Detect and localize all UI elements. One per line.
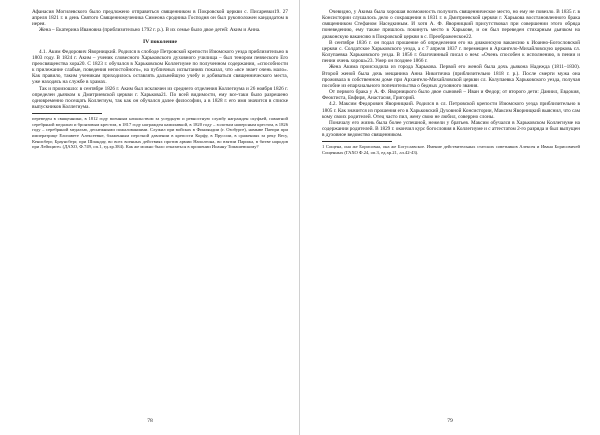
left-footnotes [32, 116, 288, 150]
page-number-left: 78 [147, 418, 153, 424]
right-paragraph-2: В сентябре 1836 г. он подал прошение об определении его на диаконскую вакансию к Иоанно-Богословской церкви с. Солдатское Харьковского уезда, а с 7 апреля 1837 г. перемещен в Архангело-Михайловскую церковь сл. Колупаевка Харьковского уезда. В 1856 г. благочинный писал о нем: «Очень способен к исполнению, в пении и пении очень хорош»23. Умер он позднее 1866 г. [322, 39, 580, 65]
footnote-rule [32, 113, 102, 114]
left-paragraph-1: Афанасия Могилевского было предложено отправиться священником в Покровской церкви с. Писаревки19. 27 апреля 1821 г. в день Святого Священномученика Симеона сродника Господня он был рукоположен кандидатом в иерея. [32, 9, 288, 28]
left-body-2: Так и произошло: в сентябре 1826 г. Аким был исключен из среднего отделения Коллегиума и 26 ноября 1826 г. определен дьячком к Дмитриевской церкви г. Харькова21. По всей видимости, ему все-таки было разрешено одновременно посещать Коллегиум, так как он обучался далее философии, а в 1828 г. его имя значится в списке выпускников Коллегиума. [32, 85, 288, 111]
left-body-1: 4.1. Аким Федорович Яворницкий. Родился в слободе Петровской крепости Изюмского уезда приблизительно в 1803 году. В 1824 г. Аким – ученик словесного Харьковского духовного училища – был тенором певческого Его преосвященства хора20. С 1823 г. обучался в Харьковском Коллегиуме по полученном содержании, «способности к прилежание слабые, поведения непостойного», на публичных испытаниях показал, что «все знает очень мало». Как правило, таким ученикам приходилось оставлять дальнейшую учебу и добиваться священнического места, уже находясь на службе в храмах. [32, 48, 288, 86]
right-footnote: 1 Сощена, она же Борисовна, она же Богуславское. Имение действительных статских советников Алексея и Иванa Борисовичей Сощенных (ГАХО Ф.24, оп.3, ед.хр.21, лл.42-43). [322, 144, 580, 155]
right-footnotes [322, 144, 580, 155]
section-heading: IV поколение [143, 38, 177, 45]
right-paragraph-3: Жена Акима происходила из города Харькова. Первой его женой была дочь дьякона Надежда (1811–1830). Второй женой была дочь мещанина Анна Никитична (приблизительно 1818 г. р.). После смерти мужа она проживала в собственном доме при Архангело-Михайловской церкви сл. Колупаевка Харьковского уезда, получая пособие из епархиального попечительства о бедных духовного звания. [322, 64, 580, 89]
right-body-2: Поначалу его жизнь была более успешной, нежели у братьев. Максим обучался в Харьковском Коллегиуме на содержании родителей. В 1829 г. окончил курс богословия в Коллегиуме и с аттестатом 2-го разряда и был выпущен в духовное ведомство священником. [322, 119, 580, 139]
right-body-1: 4.2. Максим Федорович Яворницкий. Родился в сл. Петровской крепости Изюмского уезда приблизительно в 1805 г. Как значится из прошения его в Харьковский Духовной Консистории, Максим Яворницкий выяснил, что сам кому своих родителей. Отец часто пил, жену свою не любил, соверрно слоны. [322, 101, 580, 120]
right-paragraph-4: От первого брака у А. Ф. Яворницкого было двое сыновей – Иван и Федор; от второго дети: Даниил, Евдокия, Феоктиста, Евфиря, Анастасия, Григорий. [322, 89, 580, 102]
left-footnote: переведен в священники, в 1812 году военным начальством за усердную и ревностную службу награжден скуфьей, памятной серебряной медалью и бронзовым крестом, в 1817 году награжден камилавкой, в 1820 году – золотым наперсным крестом, в 1826 году – серебряной медалью, деснежными пожалованиями. Служил при войсках в Финляндии (г. Озобурге), намыве Паепри при императрице Елизавете Алексеевне, блаженным перстной давлении в крепости Корфу, в Пруссии, в сражениях за реку Весу, Кенисберг, Браунсберг, при Шпандау, во всех военных действиях против армии Наполеона, во взятии Парижа, в битве народов при Лейпциге» (ДАХО, Ф.749, оп.1, ед.хр.384). Как же можно было отказаться в прошении Иоанну Томашевскому? [32, 116, 288, 150]
right-page [300, 0, 600, 435]
right-paragraph-1: Очевидно, у Акима была хорошая возможность получить священническое место, но ему не повезло. В 1835 г. в Консистории слушалось дело о сокращении в 1831 г. в Дмитриевской церкви г. Харькова восстановленного брака священником Стефаном Наседкиным. И хотя А. Ф. Яворницкий присутствовал при совершении этого обряда поневедению, ему также пришлось покинуть место в Харькове, и он был переведен стихарным дьячком на диаконскую вакансию в Покровской церкви в с. Преображенское22. [322, 9, 580, 40]
page-number-right: 79 [447, 418, 453, 424]
footnote-rule-right [322, 141, 392, 142]
left-paragraph-2: Жена – Екатерина Ивановна (приблизительно 1792 г. р.). В их семье было двое детей: Аким и Анна. [39, 27, 261, 34]
